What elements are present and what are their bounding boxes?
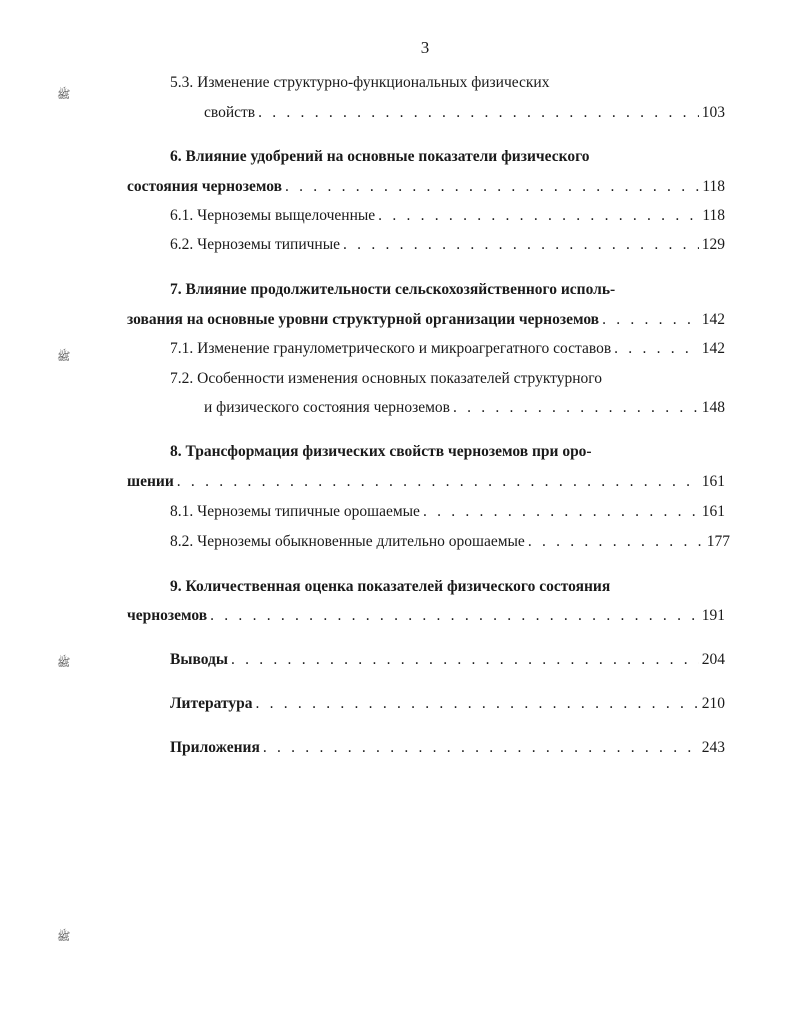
toc-title: Изменение гранулометрического и микроагрегатного составов	[197, 340, 612, 357]
toc-leader-dots	[453, 398, 699, 418]
toc-appendices	[170, 738, 725, 758]
toc-title: Черноземы выщелоченные	[197, 207, 376, 224]
toc-page: 142	[701, 340, 725, 357]
toc-7-2-line1	[170, 369, 602, 389]
margin-mark-icon: ﷺ	[57, 350, 71, 363]
toc-page: 210	[701, 695, 725, 712]
toc-page: 177	[706, 533, 730, 550]
toc-leader-dots	[602, 310, 699, 330]
toc-6-1	[170, 206, 725, 226]
toc-page: 161	[701, 503, 725, 520]
toc-title: Влияние продолжительности сельскохозяйственного исполь-	[185, 281, 616, 298]
toc-section-number: 9.	[170, 578, 182, 595]
toc-title: Черноземы типичные орошаемые	[197, 503, 420, 520]
toc-leader-dots	[263, 738, 699, 758]
toc-page: 142	[701, 311, 725, 328]
toc-leader-dots	[255, 694, 698, 714]
toc-title: Черноземы обыкновенные длительно орошаемые	[197, 533, 525, 550]
toc-title: свойств	[204, 104, 256, 121]
toc-page: 118	[702, 207, 725, 224]
toc-page: 129	[701, 236, 725, 253]
toc-title: зования на основные уровни структурной организации черноземов	[127, 311, 600, 328]
toc-8-2	[170, 532, 730, 552]
toc-leader-dots	[258, 103, 699, 123]
toc-conclusions	[170, 650, 725, 670]
toc-title: состояния черноземов	[127, 178, 282, 195]
toc-section-number: 7.	[170, 281, 182, 298]
toc-7-line2	[127, 310, 725, 330]
toc-title: черноземов	[127, 607, 208, 624]
toc-leader-dots	[528, 532, 704, 552]
toc-page: 161	[701, 473, 725, 490]
toc-title: Литература	[170, 695, 253, 712]
toc-section-number: 6.1.	[170, 207, 194, 224]
toc-section-number: 6.	[170, 148, 182, 165]
toc-5-3-line2	[204, 103, 725, 123]
toc-6-2	[170, 235, 725, 255]
toc-literature	[170, 694, 725, 714]
toc-section-number: 6.2.	[170, 236, 194, 253]
margin-mark-icon: ﷺ	[57, 930, 71, 943]
toc-section-number: 5.3.	[170, 74, 194, 91]
toc-page: 204	[701, 651, 725, 668]
toc-section-number: 8.2.	[170, 533, 194, 550]
toc-title: Приложения	[170, 739, 260, 756]
toc-title: Черноземы типичные	[197, 236, 341, 253]
toc-title: Изменение структурно-функциональных физических	[197, 74, 550, 91]
margin-mark-icon: ﷺ	[57, 88, 71, 101]
toc-section-number: 7.2.	[170, 370, 194, 387]
toc-leader-dots	[210, 606, 699, 626]
toc-8-line1	[170, 442, 592, 462]
toc-9-line2	[127, 606, 725, 626]
toc-page: 103	[701, 104, 725, 121]
toc-section-number: 8.	[170, 443, 182, 460]
toc-title: Влияние удобрений на основные показатели физического	[185, 148, 590, 165]
toc-6-line1	[170, 147, 589, 167]
toc-page: 118	[702, 178, 725, 195]
toc-8-1	[170, 502, 725, 522]
toc-section-number: 8.1.	[170, 503, 194, 520]
toc-leader-dots	[343, 235, 699, 255]
margin-mark-icon: ﷺ	[57, 656, 71, 669]
toc-leader-dots	[378, 206, 699, 226]
toc-title: Количественная оценка показателей физического состояния	[185, 578, 611, 595]
toc-title: Выводы	[170, 651, 228, 668]
toc-7-line1	[170, 280, 615, 300]
toc-section-number: 7.1.	[170, 340, 194, 357]
toc-leader-dots	[285, 177, 699, 197]
page-number: 3	[420, 38, 430, 57]
toc-leader-dots	[177, 472, 699, 492]
toc-title: и физического состояния черноземов	[204, 399, 450, 416]
toc-leader-dots	[231, 650, 699, 670]
toc-6-line2	[127, 177, 725, 197]
toc-leader-dots	[423, 502, 699, 522]
toc-5-3-line1	[170, 73, 549, 93]
toc-title: Трансформация физических свойств черноземов при оро-	[185, 443, 592, 460]
toc-7-1	[170, 339, 725, 359]
toc-title: Особенности изменения основных показателей структурного	[197, 370, 602, 387]
toc-8-line2	[127, 472, 725, 492]
toc-leader-dots	[614, 339, 699, 359]
toc-9-line1	[170, 577, 610, 597]
toc-title: шении	[127, 473, 174, 490]
toc-7-2-line2	[204, 398, 725, 418]
toc-page: 191	[701, 607, 725, 624]
toc-page: 243	[701, 739, 725, 756]
toc-page: 148	[701, 399, 725, 416]
